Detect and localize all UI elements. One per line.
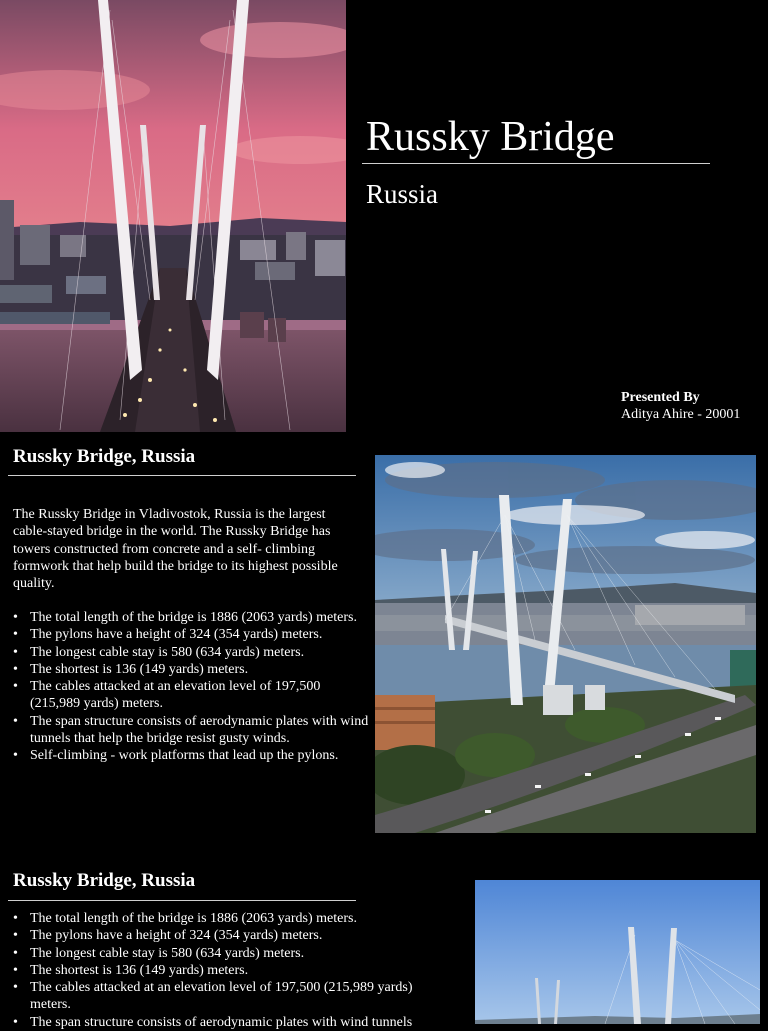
presentation-title: Russky Bridge xyxy=(366,114,615,160)
slide3-heading-divider xyxy=(8,900,356,901)
slide2-heading-divider xyxy=(8,475,356,476)
bridge-photo-blue-sky xyxy=(475,880,760,1024)
list-item: • The cables attacked at an elevation level of 197,500 (215,989 yards) meters. xyxy=(13,678,371,713)
bridge-photo-sunset xyxy=(0,0,346,432)
presented-by-label: Presented By xyxy=(621,390,700,405)
list-item: • The pylons have a height of 324 (354 yards) meters. xyxy=(13,626,371,643)
list-item: • The shortest is 136 (149 yards) meters. xyxy=(13,962,433,979)
slide3-bullet-list xyxy=(13,910,433,1031)
list-item: • Self-climbing - work platforms that lead up the pylons. xyxy=(13,747,371,764)
presentation-subtitle: Russia xyxy=(366,179,439,209)
list-item: • The cables attacked at an elevation level of 197,500 (215,989 yards) meters. xyxy=(13,979,433,1014)
list-item: • The total length of the bridge is 1886 (2063 yards) meters. xyxy=(13,910,433,927)
list-item: • The span structure consists of aerodynamic plates with wind tunnels that help the bridge resist gusty winds. xyxy=(13,713,371,748)
bridge-photo-day xyxy=(375,455,756,833)
slide3-heading: Russky Bridge, Russia xyxy=(13,870,196,891)
slide2-heading: Russky Bridge, Russia xyxy=(13,446,196,467)
list-item: • The longest cable stay is 580 (634 yards) meters. xyxy=(13,945,433,962)
slide2-intro-paragraph: The Russky Bridge in Vladivostok, Russia is the largest cable-stayed bridge in the world. The Russky Bridge has towers constructed from concrete and a self- climbing formwork that help build the bridge to its highest possible quality. xyxy=(13,507,338,592)
author-name: Aditya Ahire - 20001 xyxy=(621,407,741,422)
list-item: • The total length of the bridge is 1886 (2063 yards) meters. xyxy=(13,609,371,626)
slide2-bullet-list xyxy=(13,609,371,765)
list-item: • The longest cable stay is 580 (634 yards) meters. xyxy=(13,644,371,661)
list-item: • The shortest is 136 (149 yards) meters. xyxy=(13,661,371,678)
title-divider xyxy=(362,163,710,164)
list-item: • The pylons have a height of 324 (354 yards) meters. xyxy=(13,927,433,944)
list-item: • The span structure consists of aerodynamic plates with wind tunnels xyxy=(13,1014,433,1031)
